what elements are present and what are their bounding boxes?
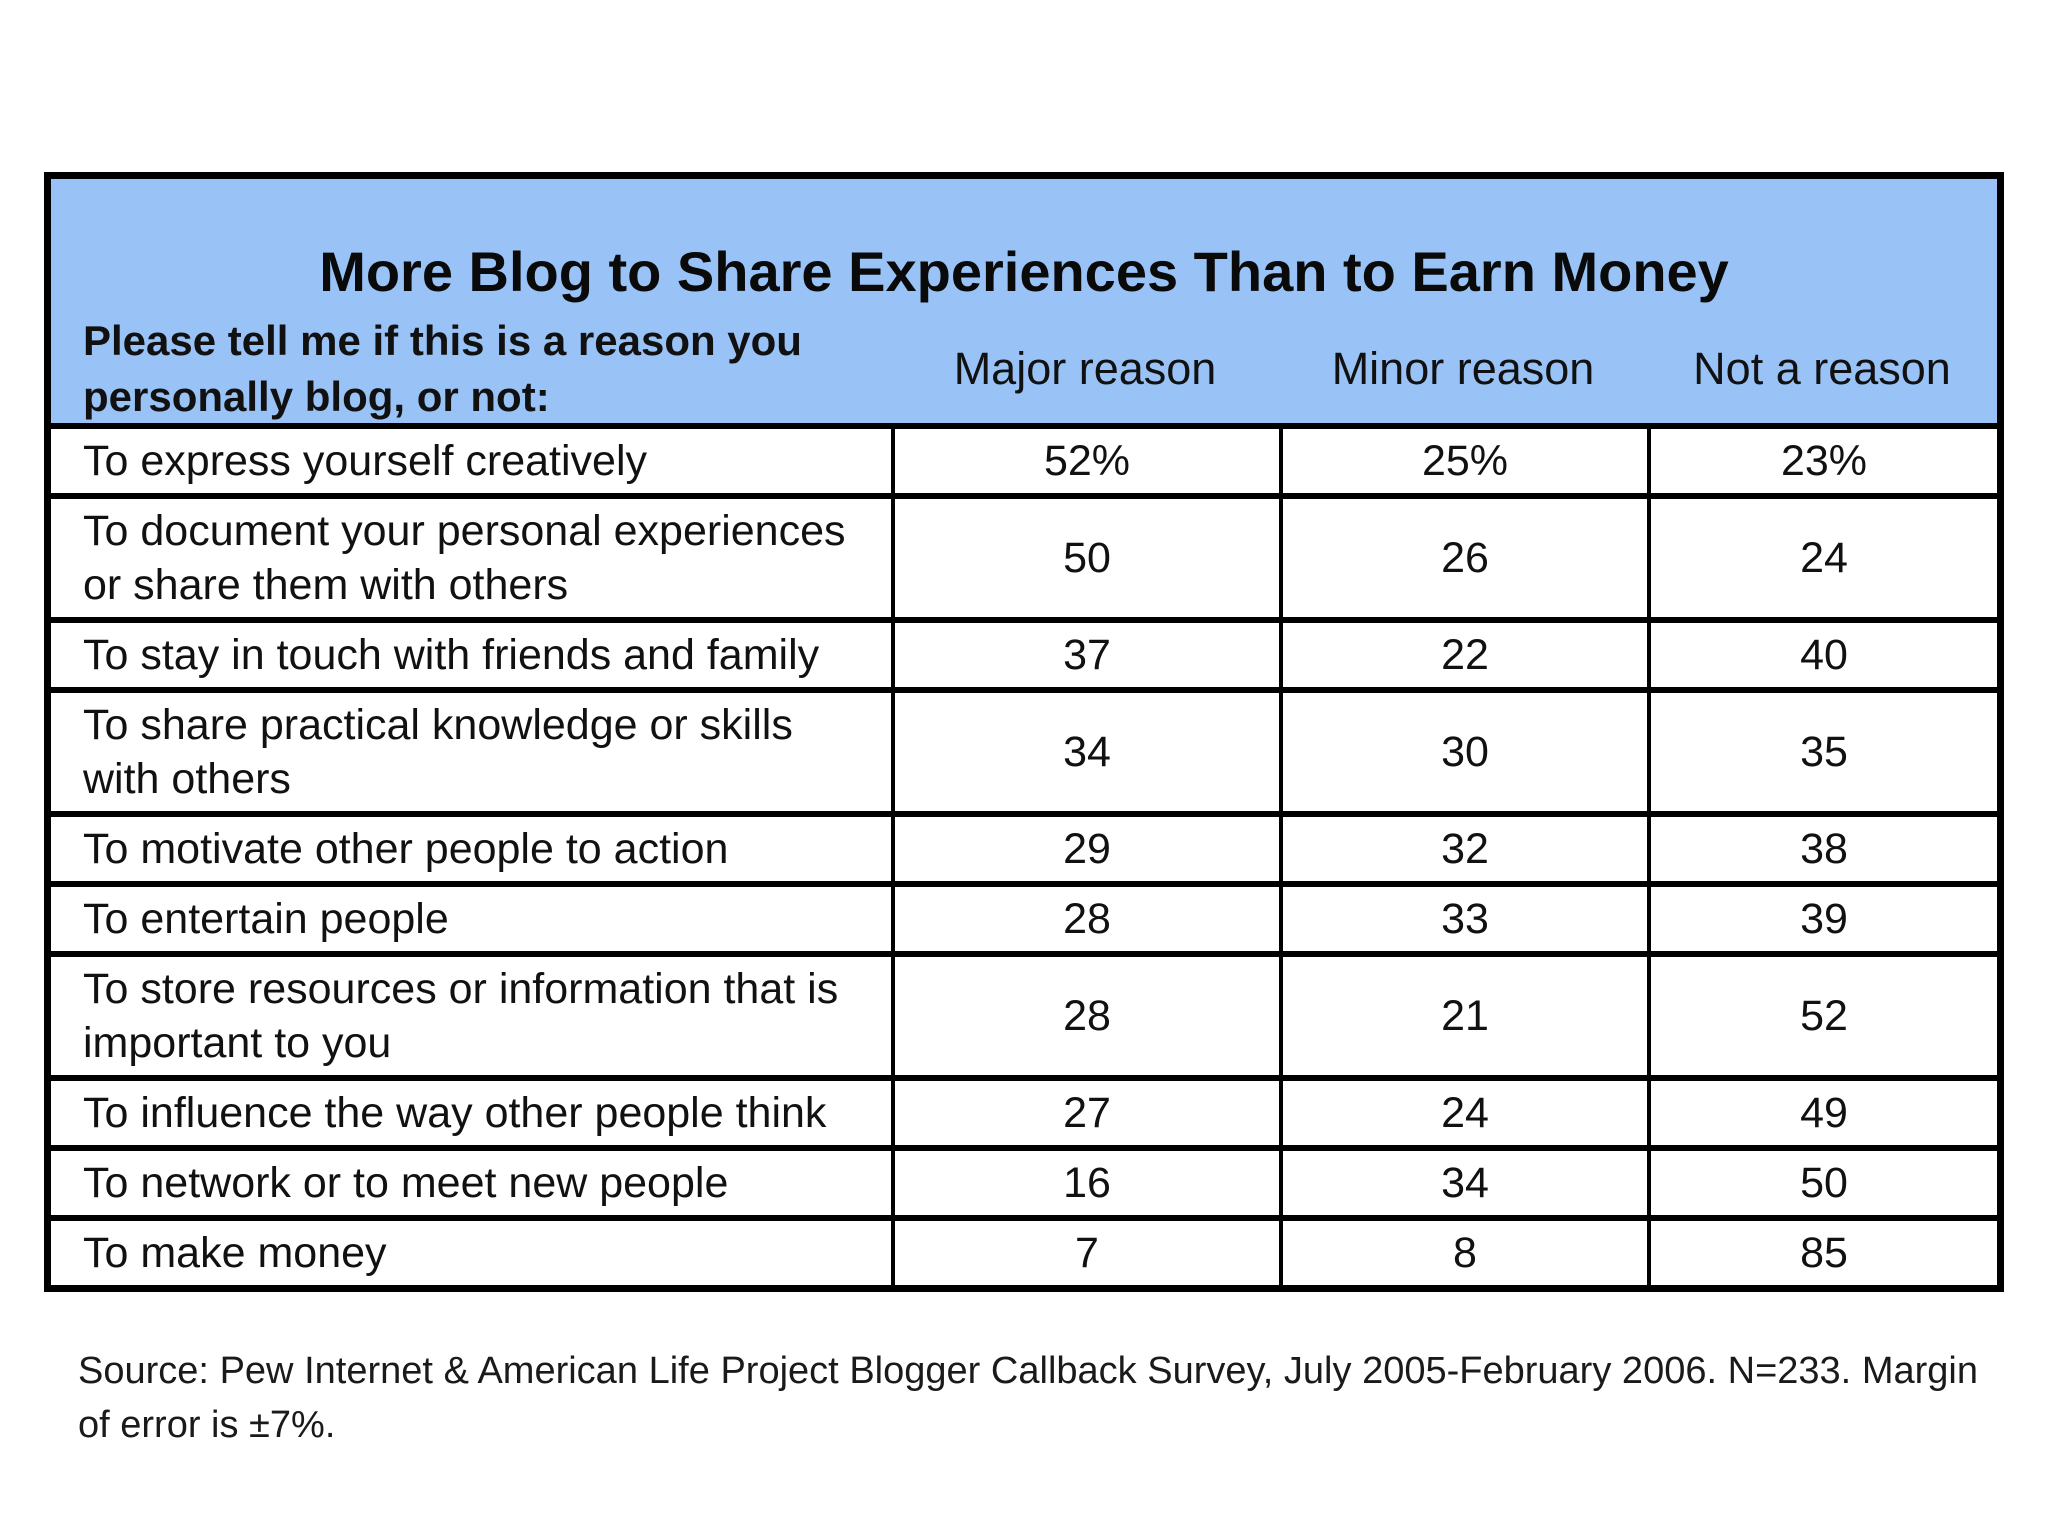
cell-minor: 8 bbox=[1279, 1221, 1647, 1285]
table-row bbox=[51, 493, 1997, 617]
row-label: To motivate other people to action bbox=[83, 825, 729, 873]
table-row bbox=[51, 1075, 1997, 1145]
column-header-not: Not a reason bbox=[1693, 343, 1951, 394]
table-row bbox=[51, 429, 1997, 493]
row-label: To network or to meet new people bbox=[83, 1159, 729, 1207]
table-body bbox=[51, 429, 1997, 1285]
cell-not: 52 bbox=[1647, 957, 1997, 1075]
row-label: To make money bbox=[83, 1229, 387, 1277]
cell-not: 38 bbox=[1647, 817, 1997, 881]
row-label: To document your personal experiences or share them with others bbox=[83, 507, 846, 609]
cell-not: 39 bbox=[1647, 887, 1997, 951]
row-label: To share practical knowledge or skills with others bbox=[83, 701, 793, 803]
cell-minor: 24 bbox=[1279, 1081, 1647, 1145]
cell-minor: 22 bbox=[1279, 623, 1647, 687]
source-note: Source: Pew Internet & American Life Project Blogger Callback Survey, July 2005-February 2006. N=233. Margin of error is ±7%. bbox=[78, 1350, 1978, 1446]
cell-not: 85 bbox=[1647, 1221, 1997, 1285]
question-label: Please tell me if this is a reason you personally blog, or not: bbox=[83, 317, 802, 420]
cell-minor: 25% bbox=[1279, 429, 1647, 493]
cell-major: 34 bbox=[891, 693, 1279, 811]
survey-table bbox=[44, 172, 2004, 1292]
cell-minor: 34 bbox=[1279, 1151, 1647, 1215]
cell-major: 28 bbox=[891, 957, 1279, 1075]
table-row bbox=[51, 617, 1997, 687]
cell-not: 49 bbox=[1647, 1081, 1997, 1145]
table-row bbox=[51, 687, 1997, 811]
cell-minor: 32 bbox=[1279, 817, 1647, 881]
cell-major: 7 bbox=[891, 1221, 1279, 1285]
cell-not: 50 bbox=[1647, 1151, 1997, 1215]
column-header-row bbox=[51, 315, 1997, 423]
cell-major: 27 bbox=[891, 1081, 1279, 1145]
cell-minor: 21 bbox=[1279, 957, 1647, 1075]
chart-title: More Blog to Share Experiences Than to Earn Money bbox=[319, 240, 1729, 303]
row-label: To store resources or information that is important to you bbox=[83, 965, 839, 1067]
cell-not: 35 bbox=[1647, 693, 1997, 811]
table-row bbox=[51, 881, 1997, 951]
cell-not: 24 bbox=[1647, 499, 1997, 617]
table-row bbox=[51, 811, 1997, 881]
cell-major: 50 bbox=[891, 499, 1279, 617]
cell-major: 52% bbox=[891, 429, 1279, 493]
column-header-minor: Minor reason bbox=[1331, 343, 1595, 394]
row-label: To stay in touch with friends and family bbox=[83, 631, 820, 679]
cell-major: 16 bbox=[891, 1151, 1279, 1215]
cell-major: 29 bbox=[891, 817, 1279, 881]
cell-major: 37 bbox=[891, 623, 1279, 687]
column-header-major: Major reason bbox=[953, 343, 1217, 394]
cell-minor: 26 bbox=[1279, 499, 1647, 617]
row-label: To entertain people bbox=[83, 895, 449, 943]
table-row bbox=[51, 951, 1997, 1075]
cell-not: 40 bbox=[1647, 623, 1997, 687]
cell-minor: 30 bbox=[1279, 693, 1647, 811]
cell-not: 23% bbox=[1647, 429, 1997, 493]
row-label: To express yourself creatively bbox=[83, 437, 647, 485]
row-label: To influence the way other people think bbox=[83, 1089, 827, 1137]
table-header bbox=[51, 179, 1997, 429]
cell-major: 28 bbox=[891, 887, 1279, 951]
table-row bbox=[51, 1215, 1997, 1285]
table-row bbox=[51, 1145, 1997, 1215]
cell-minor: 33 bbox=[1279, 887, 1647, 951]
